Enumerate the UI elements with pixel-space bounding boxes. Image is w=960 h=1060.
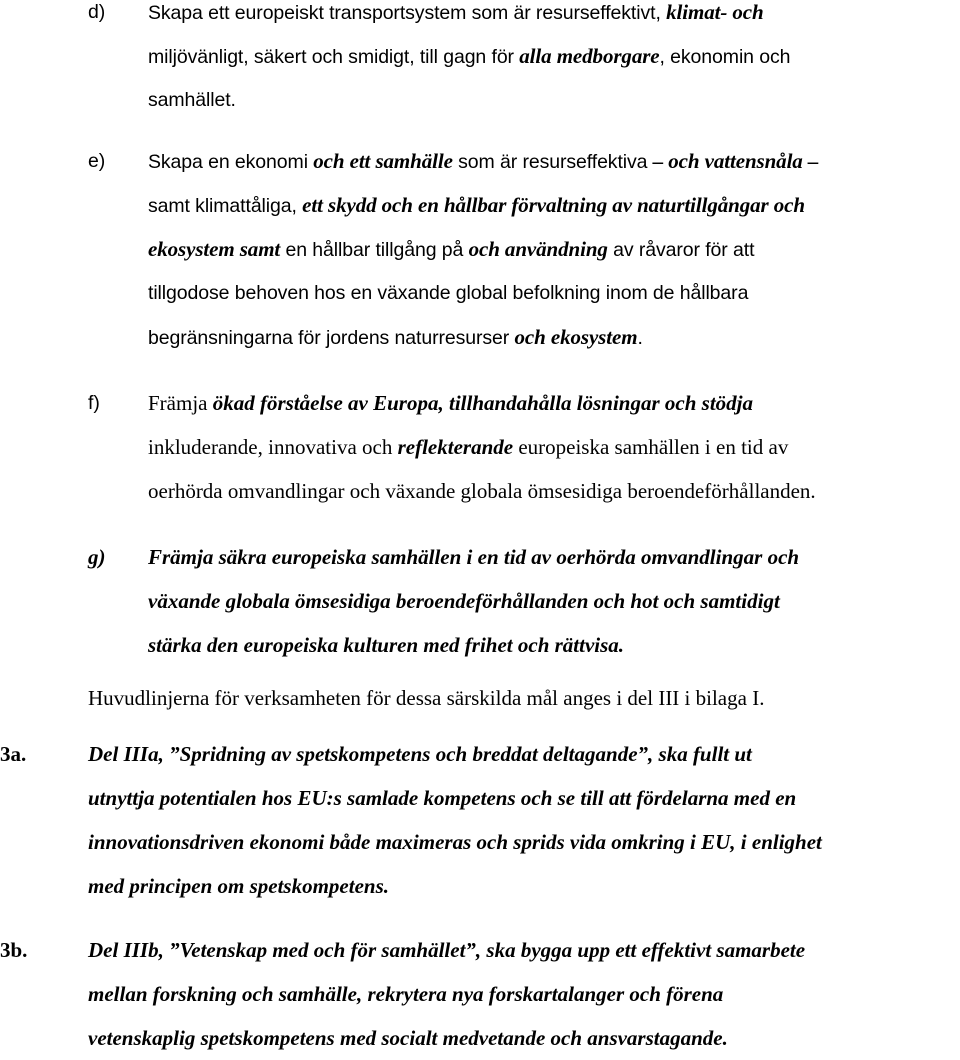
text-line: stärka den europeiska kulturen med frihet och rättvisa. bbox=[148, 633, 625, 657]
text-line: Främja ökad förståelse av Europa, tillhandahålla lösningar och stödja bbox=[148, 391, 753, 415]
text-line: mellan forskning och samhälle, rekrytera nya forskartalanger och förena bbox=[88, 982, 724, 1006]
text-line: begränsningarna för jordens naturresurser och ekosystem. bbox=[148, 325, 643, 349]
item-text bbox=[148, 535, 960, 667]
text-line: tillgodose behoven hos en växande global befolkning inom de hållbara bbox=[148, 282, 749, 304]
text-line: Skapa ett europeiskt transportsystem som är resurseffektivt, klimat- och bbox=[148, 0, 764, 24]
text-line: utnyttja potentialen hos EU:s samlade kompetens och se till att fördelarna med en bbox=[88, 786, 797, 810]
text-line: oerhörda omvandlingar och växande globala ömsesidiga beroendeförhållanden. bbox=[148, 479, 816, 503]
text-line: Huvudlinjerna för verksamheten för dessa särskilda mål anges i del III i bilaga I. bbox=[88, 686, 765, 710]
item-marker: f) bbox=[88, 392, 100, 414]
item-marker: d) bbox=[88, 1, 106, 23]
text-line: Del IIIa, ”Spridning av spetskompetens och breddat deltagande”, ska fullt ut bbox=[88, 742, 752, 766]
text-line: med principen om spetskompetens. bbox=[88, 874, 389, 898]
text-line: växande globala ömsesidiga beroendeförhållanden och hot och samtidigt bbox=[148, 589, 780, 613]
text-line: inkluderande, innovativa och reflekterande europeiska samhällen i en tid av bbox=[148, 435, 789, 459]
item-text bbox=[88, 928, 960, 1060]
text-line: ekosystem samt en hållbar tillgång på och användning av råvaror för att bbox=[148, 237, 755, 261]
item-text bbox=[148, 0, 960, 122]
item-marker: e) bbox=[88, 150, 106, 172]
text-line: innovationsdriven ekonomi både maximeras och sprids vida omkring i EU, i enlighet bbox=[88, 830, 822, 854]
item-text bbox=[148, 139, 960, 359]
item-text bbox=[88, 732, 960, 908]
text-line: Del IIIb, ”Vetenskap med och för samhället”, ska bygga upp ett effektivt samarbete bbox=[88, 938, 806, 962]
item-number: 3b. bbox=[0, 938, 28, 962]
text-line: Främja säkra europeiska samhällen i en tid av oerhörda omvandlingar och bbox=[148, 545, 800, 569]
text-line: samt klimattåliga, ett skydd och en hållbar förvaltning av naturtillgångar och bbox=[148, 193, 805, 217]
text-line: samhället. bbox=[148, 89, 236, 111]
item-marker: g) bbox=[88, 545, 106, 569]
text-line: miljövänligt, säkert och smidigt, till gagn för alla medborgare, ekonomin och bbox=[148, 44, 791, 68]
item-number: 3a. bbox=[0, 742, 27, 766]
text-line: Skapa en ekonomi och ett samhälle som är resurseffektiva – och vattensnåla – bbox=[148, 149, 819, 173]
text-line: vetenskaplig spetskompetens med socialt medvetande och ansvarstagande. bbox=[88, 1026, 728, 1050]
item-text bbox=[148, 381, 960, 513]
